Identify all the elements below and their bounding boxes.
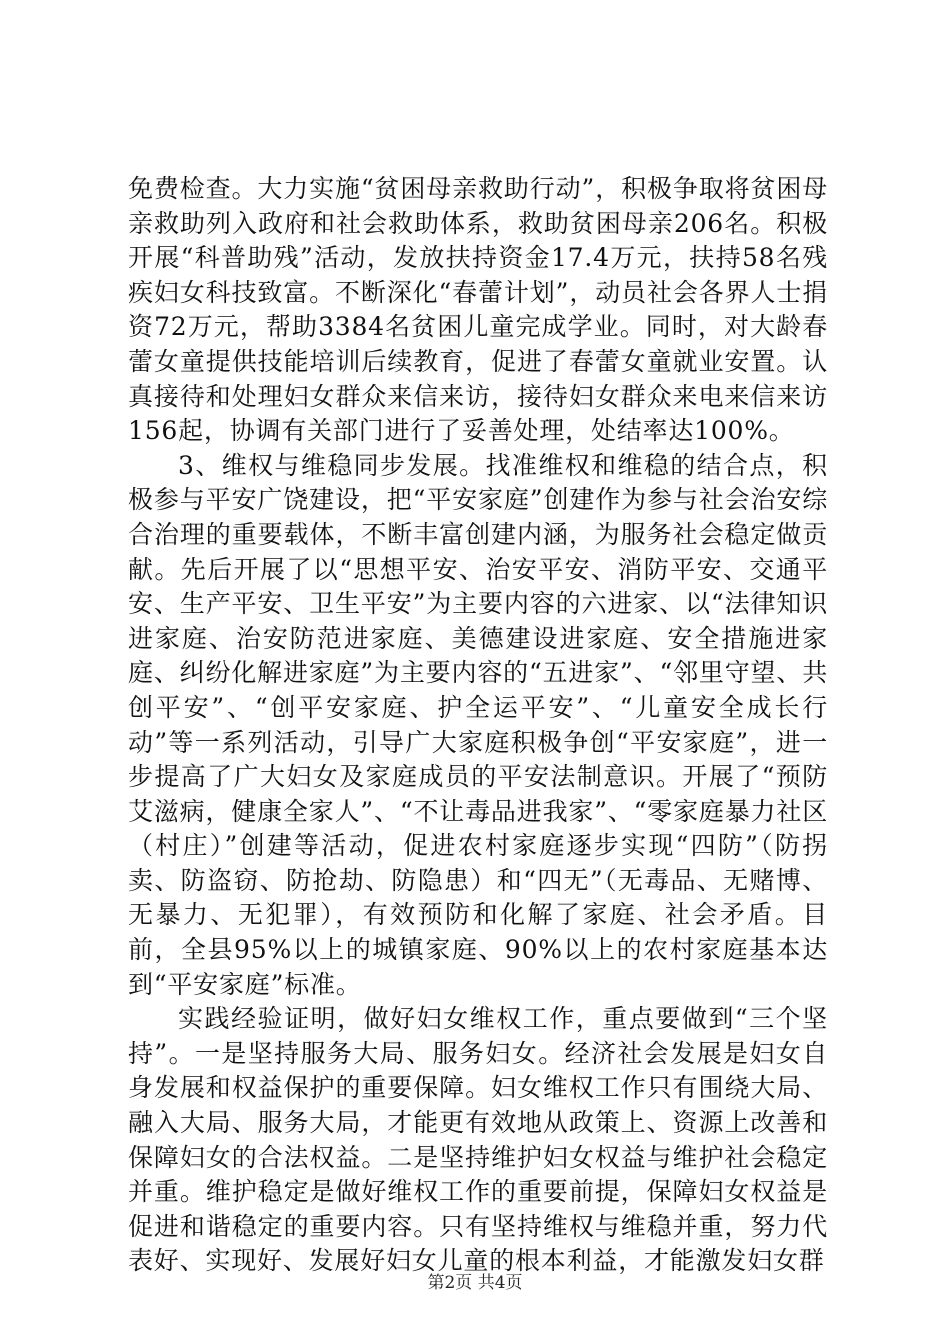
paragraph-1: 免费检查。大力实施“贫困母亲救助行动”，积极争取将贫困母亲救助列入政府和社会救助体系，救助贫困母亲206名。积极开展“科普助残”活动，发放扶持资金17.4万元，扶持58名残疾妇女科技致富。不断深化“春蕾计划”，动员社会各界人士捐资72万元，帮助3384名贫困儿童完成学业。同时，对大龄春蕾女童提供技能培训后续教育，促进了春蕾女童就业安置。认真接待和处理妇女群众来信来访，接待妇女群众来电来信来访156起，协调有关部门进行了妥善处理，处结率达100%。 [128, 174, 828, 446]
paragraph-2: 3、维权与维稳同步发展。找准维权和维稳的结合点，积极参与平安广饶建设，把“平安家庭”创建作为参与社会治安综合治理的重要载体，不断丰富创建内涵，为服务社会稳定做贡献。先后开展了以“思想平安、治安平安、消防平安、交通平安、生产平安、卫生平安”为主要内容的六进家、以“法律知识进家庭、治安防范进家庭、美德建设进家庭、安全措施进家庭、纠纷化解进家庭”为主要内容的“五进家”、“邻里守望、共创平安”、“创平安家庭、护全运平安”、“儿童安全成长行动”等一系列活动，引导广大家庭积极争创“平安家庭”，进一步提高了广大妇女及家庭成员的平安法制意识。开展了“预防艾滋病，健康全家人”、“不让毒品进我家”、“零家庭暴力社区（村庄）”创建等活动，促进农村家庭逐步实现“四防”（防拐卖、防盗窃、防抢劫、防隐患）和“四无”（无毒品、无赌博、无暴力、无犯罪），有效预防和化解了家庭、社会矛盾。目前，全县95%以上的城镇家庭、90%以上的农村家庭基本达到“平安家庭”标准。 [128, 450, 828, 999]
document-body [128, 172, 828, 1279]
page-footer: 第2页 共4页 [427, 1273, 523, 1293]
paragraph-3: 实践经验证明，做好妇女维权工作，重点要做到“三个坚持”。一是坚持服务大局、服务妇女。经济社会发展是妇女自身发展和权益保护的重要保障。妇女维权工作只有围绕大局、融入大局、服务大局，才能更有效地从政策上、资源上改善和保障妇女的合法权益。二是坚持维护妇女权益与维护社会稳定并重。维护稳定是做好维权工作的重要前提，保障妇女权益是促进和谐稳定的重要内容。只有坚持维权与维稳并重，努力代表好、实现好、发展好妇女儿童的根本利益，才能激发妇女群 [128, 1004, 828, 1276]
